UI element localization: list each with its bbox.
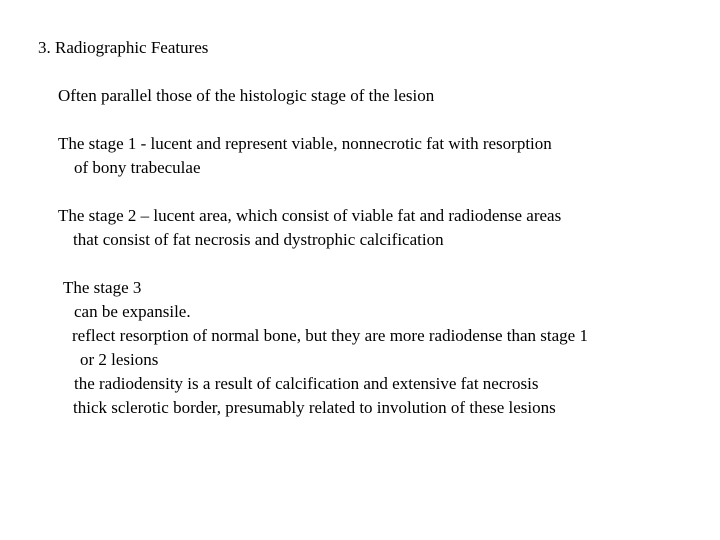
stage3-heading: The stage 3 [63,278,142,297]
stage1-line2: of bony trabeculae [74,158,201,177]
stage2-line2: that consist of fat necrosis and dystrophic calcification [73,230,444,249]
slide-title: 3. Radiographic Features [38,38,209,57]
intro-text: Often parallel those of the histologic stage of the lesion [58,86,435,105]
stage2-line1: The stage 2 – lucent area, which consist of viable fat and radiodense areas [58,206,562,225]
stage1-line1: The stage 1 - lucent and represent viable, nonnecrotic fat with resorption [58,134,552,153]
stage3-line5: thick sclerotic border, presumably related to involution of these lesions [73,398,556,417]
stage3-line3: or 2 lesions [80,350,159,369]
stage3-line4: the radiodensity is a result of calcification and extensive fat necrosis [74,374,539,393]
stage3-line1: can be expansile. [74,302,191,321]
stage3-line2: reflect resorption of normal bone, but they are more radiodense than stage 1 [72,326,588,345]
